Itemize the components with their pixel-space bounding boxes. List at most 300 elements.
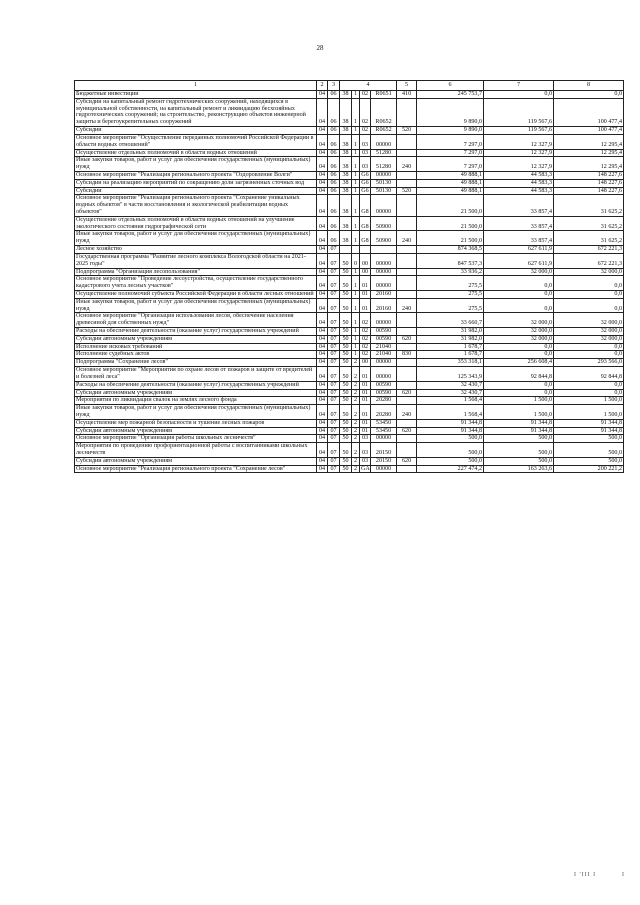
row-value-col8-cell: 12 295,4 xyxy=(554,157,624,172)
row-value-col7-cell: 12 327,9 xyxy=(484,134,554,149)
row-code-direction-cell: R0651 xyxy=(371,91,397,99)
row-value-col7-cell: 91 344,8 xyxy=(484,419,554,427)
row-code-program-cell: 50 xyxy=(340,465,352,473)
row-name-cell: Мероприятия по проведению профориентационной работы с воспитанниками школьных лесничеств xyxy=(75,443,317,458)
row-code-program-cell: 50 xyxy=(340,359,352,367)
row-name-cell: Субсидии автономным учреждениям xyxy=(75,389,317,397)
row-code-section-cell: 04 xyxy=(317,367,328,382)
row-code-subprogram-cell: 1 xyxy=(352,343,360,351)
table-row xyxy=(75,268,624,276)
row-code-section-cell: 04 xyxy=(317,435,328,443)
row-expense-type-cell: 620 xyxy=(397,389,417,397)
row-code-direction-cell: 00590 xyxy=(371,389,397,397)
row-value-col8-cell: 32 000,0 xyxy=(554,313,624,328)
row-code-direction-cell: 20150 xyxy=(371,443,397,458)
row-code-section-cell: 04 xyxy=(317,171,328,179)
row-value-col6-cell: 91 344,8 xyxy=(417,419,484,427)
row-name-cell: Лесное хозяйство xyxy=(75,246,317,254)
row-code-subprogram-cell xyxy=(352,246,360,254)
row-value-col8-cell: 148 227,6 xyxy=(554,179,624,187)
table-row xyxy=(75,134,624,149)
row-code-subprogram-cell: 1 xyxy=(352,149,360,157)
row-code-program-cell: 38 xyxy=(340,98,352,126)
table-row xyxy=(75,465,624,473)
row-value-col7-cell: 12 327,9 xyxy=(484,157,554,172)
row-code-program-cell: 38 xyxy=(340,127,352,135)
row-value-col6-cell: 275,5 xyxy=(417,290,484,298)
row-value-col8-cell: 1 500,0 xyxy=(554,397,624,405)
row-value-col7-cell: 32 000,0 xyxy=(484,268,554,276)
row-code-subprogram-cell: 1 xyxy=(352,276,360,291)
row-code-program-cell: 38 xyxy=(340,216,352,231)
table-row xyxy=(75,187,624,195)
row-code-section-cell: 04 xyxy=(317,465,328,473)
row-value-col6-cell: 500,0 xyxy=(417,457,484,465)
row-value-col6-cell: 33 660,7 xyxy=(417,313,484,328)
row-value-col8-cell: 293 566,0 xyxy=(554,359,624,367)
row-code-event-cell: 01 xyxy=(360,405,371,420)
table-row xyxy=(75,328,624,336)
row-code-subsection-cell: 07 xyxy=(328,389,340,397)
row-code-section-cell: 04 xyxy=(317,246,328,254)
row-code-subsection-cell: 07 xyxy=(328,465,340,473)
row-code-direction-cell: 51280 xyxy=(371,149,397,157)
row-value-col7-cell: 0,0 xyxy=(484,389,554,397)
row-code-direction-cell: 20150 xyxy=(371,457,397,465)
footer-scan-mark: I 'III I xyxy=(574,872,597,878)
row-value-col6-cell: 33 936,2 xyxy=(417,268,484,276)
row-code-section-cell: 04 xyxy=(317,127,328,135)
row-value-col7-cell: 256 608,4 xyxy=(484,359,554,367)
row-code-subsection-cell: 07 xyxy=(328,298,340,313)
row-value-col8-cell: 672 221,3 xyxy=(554,253,624,268)
row-value-col6-cell: 21 500,0 xyxy=(417,195,484,216)
row-code-subprogram-cell: 1 xyxy=(352,98,360,126)
row-name-cell: Осуществление отдельных полномочий в области водных отношений на улучшение экологического состояния гидрографической сети xyxy=(75,216,317,231)
row-value-col8-cell: 100 477,4 xyxy=(554,127,624,135)
row-value-col8-cell: 32 000,0 xyxy=(554,328,624,336)
row-code-section-cell: 04 xyxy=(317,457,328,465)
row-expense-type-cell xyxy=(397,253,417,268)
row-value-col8-cell: 0,0 xyxy=(554,343,624,351)
row-value-col8-cell: 500,0 xyxy=(554,457,624,465)
table-row xyxy=(75,216,624,231)
row-code-section-cell: 04 xyxy=(317,335,328,343)
row-value-col6-cell: 125 343,9 xyxy=(417,367,484,382)
row-code-subprogram-cell: 1 xyxy=(352,91,360,99)
row-code-program-cell: 50 xyxy=(340,298,352,313)
row-code-event-cell: 01 xyxy=(360,367,371,382)
row-value-col8-cell: 0,0 xyxy=(554,351,624,359)
row-name-cell: Основное мероприятие "Осуществление переданных полномочий Российской Федерации в области водных отношений" xyxy=(76,134,316,148)
row-expense-type-cell xyxy=(397,171,417,179)
row-value-col6-cell: 353 318,1 xyxy=(417,359,484,367)
row-code-program-cell: 38 xyxy=(340,149,352,157)
row-value-col6-cell: 227 474,2 xyxy=(417,465,484,473)
row-name-cell: Основное мероприятие "Реализация регионального проекта "Оздоровление Волги" xyxy=(75,171,317,179)
row-code-subsection-cell: 07 xyxy=(328,443,340,458)
row-value-col6-cell: 275,5 xyxy=(417,276,484,291)
row-code-section-cell: 04 xyxy=(317,397,328,405)
row-code-subprogram-cell: 1 xyxy=(352,298,360,313)
row-code-event-cell: 01 xyxy=(360,427,371,435)
table-row xyxy=(75,298,624,313)
table-row xyxy=(75,246,624,254)
row-value-col6-cell: 1 568,4 xyxy=(417,397,484,405)
row-code-program-cell: 50 xyxy=(340,435,352,443)
row-value-col7-cell: 1 500,0 xyxy=(484,405,554,420)
row-value-col8-cell: 0,0 xyxy=(554,290,624,298)
row-code-subsection-cell: 06 xyxy=(328,179,340,187)
row-code-subprogram-cell: 2 xyxy=(352,367,360,382)
row-value-col6-cell: 21 500,0 xyxy=(417,231,484,246)
table-row xyxy=(75,276,624,291)
row-code-subsection-cell: 06 xyxy=(328,134,340,149)
row-value-col8-cell: 12 295,4 xyxy=(554,149,624,157)
table-row xyxy=(75,457,624,465)
row-expense-type-cell xyxy=(397,359,417,367)
table-row xyxy=(75,91,624,99)
table-row xyxy=(75,171,624,179)
row-code-direction-cell: 51280 xyxy=(371,157,397,172)
row-code-event-cell: 02 xyxy=(360,98,371,126)
row-expense-type-cell xyxy=(397,216,417,231)
row-code-direction-cell: 00000 xyxy=(371,276,397,291)
row-expense-type-cell xyxy=(397,443,417,458)
row-name-cell: Расходы на обеспечение деятельности (оказание услуг) государственных учреждений xyxy=(75,381,317,389)
row-code-event-cell: 03 xyxy=(360,134,371,149)
row-value-col7-cell: 500,0 xyxy=(484,435,554,443)
row-code-direction-cell: 00000 xyxy=(371,171,397,179)
row-code-direction-cell: 00000 xyxy=(371,435,397,443)
row-code-event-cell: 01 xyxy=(360,298,371,313)
row-code-event-cell: G8 xyxy=(360,231,371,246)
row-code-direction-cell xyxy=(371,246,397,254)
row-code-subprogram-cell: 1 xyxy=(352,335,360,343)
row-code-direction-cell: 20280 xyxy=(371,397,397,405)
row-expense-type-cell xyxy=(397,313,417,328)
row-code-program-cell: 50 xyxy=(340,457,352,465)
row-code-subprogram-cell: 2 xyxy=(352,389,360,397)
header-col-5: 5 xyxy=(397,81,417,91)
row-code-subsection-cell: 06 xyxy=(328,127,340,135)
row-code-subsection-cell: 06 xyxy=(328,157,340,172)
row-value-col6-cell: 847 537,3 xyxy=(417,253,484,268)
row-name-cell: Подпрограмма "Сохранение лесов" xyxy=(75,359,317,367)
row-expense-type-cell xyxy=(397,381,417,389)
table-row xyxy=(75,98,624,126)
row-value-col7-cell: 0,0 xyxy=(484,343,554,351)
row-code-program-cell: 38 xyxy=(340,195,352,216)
row-code-program-cell: 50 xyxy=(340,419,352,427)
row-expense-type-cell: 240 xyxy=(397,298,417,313)
row-code-section-cell: 04 xyxy=(317,157,328,172)
row-code-direction-cell: 50130 xyxy=(371,179,397,187)
row-name-cell: Основное мероприятие "Проведение лесоустройства, осуществление государственного кадастрового учета лесных участков" xyxy=(75,276,317,291)
row-code-subsection-cell: 07 xyxy=(328,427,340,435)
row-code-section-cell: 04 xyxy=(317,389,328,397)
table-row xyxy=(75,381,624,389)
row-code-subprogram-cell: 2 xyxy=(352,359,360,367)
row-value-col6-cell: 7 297,0 xyxy=(417,157,484,172)
row-code-event-cell: 00 xyxy=(360,253,371,268)
table-row xyxy=(75,359,624,367)
row-code-event-cell: 02 xyxy=(360,335,371,343)
row-code-event-cell: 01 xyxy=(360,397,371,405)
row-code-subsection-cell: 07 xyxy=(328,435,340,443)
row-code-subprogram-cell: 1 xyxy=(352,351,360,359)
row-code-event-cell: 03 xyxy=(360,435,371,443)
row-value-col6-cell: 21 500,0 xyxy=(417,216,484,231)
row-expense-type-cell: 410 xyxy=(397,91,417,99)
row-code-event-cell: 00 xyxy=(360,268,371,276)
row-name-cell: Расходы на обеспечение деятельности (оказание услуг) государственных учреждений xyxy=(75,328,317,336)
row-value-col8-cell: 12 295,4 xyxy=(554,134,624,149)
row-code-program-cell: 50 xyxy=(340,253,352,268)
row-code-subsection-cell: 07 xyxy=(328,313,340,328)
table-row xyxy=(75,435,624,443)
row-value-col7-cell: 44 583,3 xyxy=(484,187,554,195)
row-value-col6-cell: 1 678,7 xyxy=(417,343,484,351)
row-name-cell: Исполнение судебных актов xyxy=(75,351,317,359)
row-value-col8-cell: 0,0 xyxy=(554,381,624,389)
row-name-cell: Субсидии на реализацию мероприятий по сокращению доли загрязненных сточных вод xyxy=(75,179,317,187)
row-code-program-cell: 50 xyxy=(340,367,352,382)
row-expense-type-cell xyxy=(397,419,417,427)
row-code-subsection-cell: 07 xyxy=(328,246,340,254)
row-code-event-cell: 02 xyxy=(360,343,371,351)
row-code-event-cell: 02 xyxy=(360,91,371,99)
row-code-program-cell: 50 xyxy=(340,443,352,458)
row-code-direction-cell: 00590 xyxy=(371,328,397,336)
row-value-col7-cell: 119 567,6 xyxy=(484,98,554,126)
row-value-col8-cell: 148 227,6 xyxy=(554,171,624,179)
row-code-direction-cell: 53450 xyxy=(371,419,397,427)
row-value-col8-cell: 0,0 xyxy=(554,276,624,291)
row-code-direction-cell: 20160 xyxy=(371,290,397,298)
row-value-col7-cell: 32 000,0 xyxy=(484,328,554,336)
row-name-cell: Мероприятия по ликвидации свалок на землях лесного фонда xyxy=(75,397,317,405)
page-number: 28 xyxy=(316,44,324,52)
row-value-col8-cell: 0,0 xyxy=(554,91,624,99)
row-code-event-cell: G6 xyxy=(361,187,369,194)
row-code-event-cell: 01 xyxy=(360,276,371,291)
row-value-col7-cell: 0,0 xyxy=(484,276,554,291)
table-row xyxy=(75,389,624,397)
row-code-direction-cell: 00000 xyxy=(371,195,397,216)
row-code-subsection-cell: 06 xyxy=(328,171,340,179)
row-name-cell: Субсидии xyxy=(75,187,317,195)
row-code-section-cell: 04 xyxy=(317,276,328,291)
row-code-program-cell: 50 xyxy=(340,351,352,359)
row-name-cell: Основное мероприятие "Реализация регионального проекта "Сохранение уникальных водных объектов" в части восстановления и экологической реабилитации водных объектов" xyxy=(75,195,317,216)
row-value-col8-cell: 1 500,0 xyxy=(554,405,624,420)
row-name-cell: Субсидии xyxy=(75,127,317,135)
row-name-cell: Иные закупки товаров, работ и услуг для обеспечения государственных (муниципальных) нужд xyxy=(75,298,317,313)
row-code-direction-cell: R0652 xyxy=(371,127,397,135)
budget-table xyxy=(74,80,624,473)
row-value-col6-cell: 91 344,8 xyxy=(417,427,484,435)
row-expense-type-cell: 240 xyxy=(397,157,417,172)
row-value-col7-cell: 0,0 xyxy=(484,351,554,359)
row-value-col8-cell: 148 227,6 xyxy=(554,187,624,195)
table-row xyxy=(75,397,624,405)
row-code-direction-cell: R0652 xyxy=(371,98,397,126)
row-code-subsection-cell: 07 xyxy=(328,290,340,298)
row-code-event-cell: 01 xyxy=(360,381,371,389)
row-value-col8-cell: 32 000,0 xyxy=(554,268,624,276)
row-code-program-cell: 50 xyxy=(340,343,352,351)
row-value-col6-cell: 1 568,4 xyxy=(417,405,484,420)
row-value-col6-cell: 9 890,0 xyxy=(417,98,484,126)
row-code-section-cell: 04 xyxy=(317,187,328,195)
row-code-program-cell xyxy=(340,246,352,254)
row-code-section-cell: 04 xyxy=(317,419,328,427)
table-row xyxy=(75,127,624,135)
row-value-col7-cell: 91 344,8 xyxy=(484,427,554,435)
row-value-col7-cell: 33 857,4 xyxy=(484,216,554,231)
row-code-direction-cell: 50900 xyxy=(371,216,397,231)
row-value-col8-cell: 0,0 xyxy=(554,389,624,397)
row-code-subprogram-cell: 2 xyxy=(352,381,360,389)
row-expense-type-cell: 520 xyxy=(397,127,417,135)
row-code-section-cell: 04 xyxy=(317,351,328,359)
row-code-program-cell: 50 xyxy=(340,268,352,276)
row-code-subsection-cell: 06 xyxy=(328,195,340,216)
row-expense-type-cell: 240 xyxy=(397,405,417,420)
row-expense-type-cell xyxy=(397,179,417,187)
row-name-cell: Основное мероприятие "Мероприятия по охране лесов от пожаров и защите от вредителей и болезней леса" xyxy=(75,367,317,382)
row-code-section-cell: 04 xyxy=(317,91,328,99)
row-expense-type-cell xyxy=(397,98,417,126)
row-code-section-cell: 04 xyxy=(317,149,328,157)
row-code-subsection-cell: 07 xyxy=(328,457,340,465)
row-code-subprogram-cell: 2 xyxy=(352,443,360,458)
row-value-col6-cell: 49 888,1 xyxy=(417,179,484,187)
row-code-event-cell: 03 xyxy=(360,149,371,157)
row-code-subsection-cell: 07 xyxy=(328,343,340,351)
row-code-subprogram-cell: 1 xyxy=(352,195,360,216)
row-code-event-cell: 03 xyxy=(360,457,371,465)
row-value-col6-cell: 49 888,1 xyxy=(417,187,484,195)
row-code-program-cell: 50 xyxy=(340,335,352,343)
row-code-section-cell: 04 xyxy=(317,268,328,276)
row-code-event-cell: 02 xyxy=(360,351,371,359)
row-code-event-cell: 01 xyxy=(360,290,371,298)
row-code-event-cell: 02 xyxy=(360,313,371,328)
row-code-subsection-cell: 07 xyxy=(328,335,340,343)
row-expense-type-cell xyxy=(397,149,417,157)
row-value-col6-cell: 7 297,0 xyxy=(417,134,484,149)
row-value-col8-cell: 92 844,8 xyxy=(554,367,624,382)
row-value-col7-cell: 33 857,4 xyxy=(484,195,554,216)
row-name-cell: Субсидии автономным учреждениям xyxy=(75,427,317,435)
row-name-cell: Основное мероприятие "Организация работы школьных лесничеств" xyxy=(75,435,317,443)
row-code-subsection-cell: 06 xyxy=(328,216,340,231)
row-value-col6-cell: 32 430,7 xyxy=(417,381,484,389)
row-value-col7-cell: 32 000,0 xyxy=(484,335,554,343)
row-code-subsection-cell: 06 xyxy=(328,91,340,99)
row-code-section-cell: 04 xyxy=(317,195,328,216)
row-expense-type-cell: 620 xyxy=(397,335,417,343)
row-code-program-cell: 50 xyxy=(340,405,352,420)
row-code-subsection-cell: 07 xyxy=(328,405,340,420)
row-value-col8-cell: 200 221,2 xyxy=(554,465,624,473)
row-expense-type-cell: 240 xyxy=(397,231,417,246)
row-code-subprogram-cell: 1 xyxy=(352,127,360,135)
row-code-subsection-cell: 07 xyxy=(328,268,340,276)
row-code-event-cell xyxy=(360,246,371,254)
row-code-subsection-cell: 07 xyxy=(328,359,340,367)
row-code-subprogram-cell: 1 xyxy=(352,268,360,276)
row-value-col7-cell: 32 000,0 xyxy=(484,313,554,328)
table-row xyxy=(75,157,624,172)
row-code-program-cell: 50 xyxy=(340,290,352,298)
row-code-direction-cell: 20280 xyxy=(371,405,397,420)
row-value-col8-cell: 91 344,8 xyxy=(554,427,624,435)
row-value-col8-cell: 100 477,4 xyxy=(554,98,624,126)
row-code-direction-cell: 20160 xyxy=(371,298,397,313)
header-col-6: 6 xyxy=(417,81,484,91)
row-value-col7-cell: 500,0 xyxy=(484,457,554,465)
row-expense-type-cell xyxy=(397,465,417,473)
row-code-subprogram-cell: 2 xyxy=(352,419,360,427)
row-code-section-cell: 04 xyxy=(317,231,328,246)
row-code-subprogram-cell: 1 xyxy=(352,179,360,187)
row-expense-type-cell xyxy=(397,343,417,351)
row-code-section-cell: 04 xyxy=(317,443,328,458)
row-code-section-cell: 04 xyxy=(317,381,328,389)
row-code-subsection-cell: 06 xyxy=(328,187,340,195)
row-code-subsection-cell: 07 xyxy=(328,367,340,382)
row-code-program-cell: 50 xyxy=(340,381,352,389)
row-code-program-cell: 38 xyxy=(340,91,352,99)
row-value-col8-cell: 31 625,2 xyxy=(554,231,624,246)
row-code-subprogram-cell: 1 xyxy=(352,187,360,195)
row-value-col8-cell: 31 625,2 xyxy=(554,216,624,231)
row-code-event-cell: G6 xyxy=(361,179,369,186)
row-code-program-cell: 38 xyxy=(340,231,352,246)
row-code-program-cell: 38 xyxy=(340,171,352,179)
row-expense-type-cell: 620 xyxy=(397,427,417,435)
row-code-subsection-cell: 07 xyxy=(328,381,340,389)
header-col-7: 7 xyxy=(484,81,554,91)
header-col-3: 3 xyxy=(328,81,340,91)
row-expense-type-cell xyxy=(397,268,417,276)
row-code-direction-cell: 50900 xyxy=(371,231,397,246)
row-value-col6-cell: 245 753,7 xyxy=(417,91,484,99)
table-body xyxy=(75,91,624,473)
table-row xyxy=(75,427,624,435)
row-code-direction-cell: 00000 xyxy=(371,465,397,473)
row-code-section-cell: 04 xyxy=(317,427,328,435)
row-code-section-cell: 04 xyxy=(317,179,328,187)
row-name-cell: Субсидии автономным учреждениям xyxy=(75,335,317,343)
table-row xyxy=(75,419,624,427)
row-code-program-cell: 38 xyxy=(340,187,352,195)
row-code-section-cell: 04 xyxy=(317,405,328,420)
row-expense-type-cell xyxy=(397,290,417,298)
row-expense-type-cell xyxy=(397,246,417,254)
row-code-direction-cell: 21040 xyxy=(371,343,397,351)
row-value-col8-cell: 32 000,0 xyxy=(554,335,624,343)
row-code-subprogram-cell: 1 xyxy=(352,134,360,149)
row-value-col8-cell: 672 221,3 xyxy=(554,246,624,254)
row-code-event-cell: GA xyxy=(361,465,370,472)
row-value-col7-cell: 500,0 xyxy=(484,443,554,458)
row-value-col6-cell: 500,0 xyxy=(417,435,484,443)
row-code-event-cell: 02 xyxy=(360,328,371,336)
